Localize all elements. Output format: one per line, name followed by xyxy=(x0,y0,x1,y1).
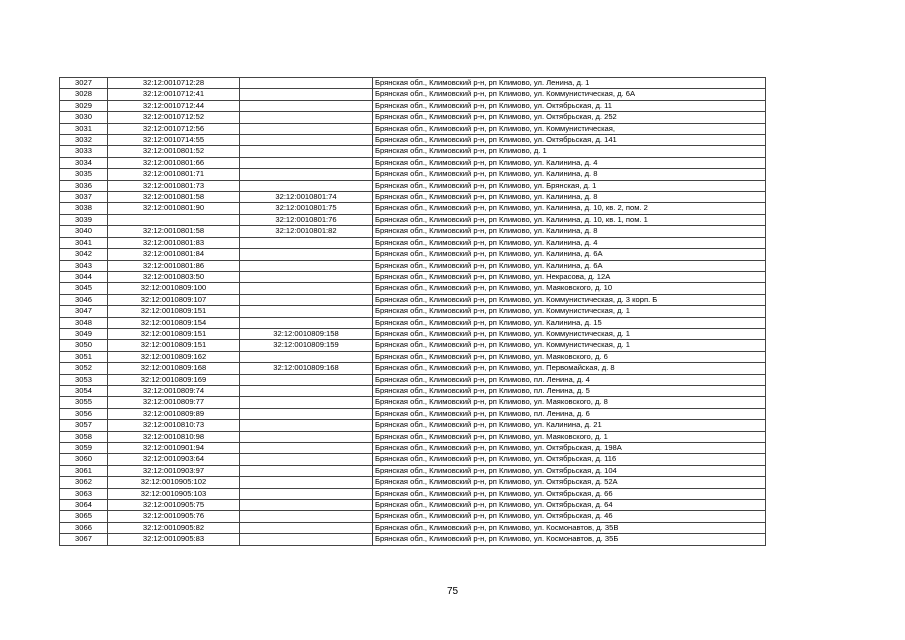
table-row xyxy=(60,511,766,522)
table-row xyxy=(60,89,766,100)
related-cadastral-number-cell xyxy=(240,500,373,511)
related-cadastral-number-cell xyxy=(240,89,373,100)
table-row xyxy=(60,328,766,339)
related-cadastral-number-cell xyxy=(240,123,373,134)
address-cell: Брянская обл., Климовский р-н, рп Климово, ул. Октябрьская, д. 141 xyxy=(373,135,766,146)
row-number-cell: 3027 xyxy=(60,78,108,89)
address-cell: Брянская обл., Климовский р-н, рп Климово, ул. Брянская, д. 1 xyxy=(373,180,766,191)
table-row xyxy=(60,420,766,431)
row-number-cell: 3038 xyxy=(60,203,108,214)
related-cadastral-number-cell xyxy=(240,260,373,271)
cadastral-number-cell: 32:12:0010712:56 xyxy=(108,123,240,134)
related-cadastral-number-cell: 32:12:0010809:168 xyxy=(240,363,373,374)
table-row xyxy=(60,112,766,123)
cadastral-number-cell: 32:12:0010803:50 xyxy=(108,271,240,282)
address-cell: Брянская обл., Климовский р-н, рп Климово, пл. Ленина, д. 5 xyxy=(373,385,766,396)
row-number-cell: 3051 xyxy=(60,351,108,362)
table-row xyxy=(60,534,766,545)
address-cell: Брянская обл., Климовский р-н, рп Климово, ул. Некрасова, д. 12А xyxy=(373,271,766,282)
cadastral-number-cell: 32:12:0010905:75 xyxy=(108,500,240,511)
table-row xyxy=(60,157,766,168)
related-cadastral-number-cell xyxy=(240,454,373,465)
address-cell: Брянская обл., Климовский р-н, рп Климово, ул. Октябрьская, д. 11 xyxy=(373,100,766,111)
cadastral-number-cell: 32:12:0010801:73 xyxy=(108,180,240,191)
related-cadastral-number-cell xyxy=(240,522,373,533)
address-cell: Брянская обл., Климовский р-н, рп Климово, ул. Калинина, д. 10, кв. 1, пом. 1 xyxy=(373,214,766,225)
related-cadastral-number-cell xyxy=(240,146,373,157)
cadastral-number-cell: 32:12:0010905:82 xyxy=(108,522,240,533)
address-cell: Брянская обл., Климовский р-н, рп Климово, ул. Калинина, д. 21 xyxy=(373,420,766,431)
row-number-cell: 3056 xyxy=(60,408,108,419)
table-row xyxy=(60,397,766,408)
related-cadastral-number-cell xyxy=(240,112,373,123)
table-row xyxy=(60,408,766,419)
address-cell: Брянская обл., Климовский р-н, рп Климово, ул. Космонавтов, д. 35В xyxy=(373,522,766,533)
address-cell: Брянская обл., Климовский р-н, рп Климово, ул. Калинина, д. 8 xyxy=(373,226,766,237)
row-number-cell: 3066 xyxy=(60,522,108,533)
address-cell: Брянская обл., Климовский р-н, рп Климово, ул. Ленина, д. 1 xyxy=(373,78,766,89)
cadastral-number-cell: 32:12:0010801:66 xyxy=(108,157,240,168)
related-cadastral-number-cell xyxy=(240,180,373,191)
address-cell: Брянская обл., Климовский р-н, рп Климово, ул. Калинина, д. 8 xyxy=(373,192,766,203)
row-number-cell: 3047 xyxy=(60,306,108,317)
page-number: 75 xyxy=(446,586,459,597)
related-cadastral-number-cell xyxy=(240,534,373,545)
address-cell: Брянская обл., Климовский р-н, рп Климово, ул. Коммунистическая, д. 3 корп. Б xyxy=(373,294,766,305)
address-cell: Брянская обл., Климовский р-н, рп Климово, ул. Калинина, д. 8 xyxy=(373,169,766,180)
related-cadastral-number-cell xyxy=(240,443,373,454)
address-cell: Брянская обл., Климовский р-н, рп Климово, ул. Октябрьская, д. 198А xyxy=(373,443,766,454)
address-cell: Брянская обл., Климовский р-н, рп Климово, ул. Космонавтов, д. 35Б xyxy=(373,534,766,545)
row-number-cell: 3030 xyxy=(60,112,108,123)
row-number-cell: 3042 xyxy=(60,249,108,260)
table-row xyxy=(60,454,766,465)
related-cadastral-number-cell xyxy=(240,511,373,522)
cadastral-number-cell: 32:12:0010809:154 xyxy=(108,317,240,328)
address-cell: Брянская обл., Климовский р-н, рп Климово, ул. Коммунистическая, д. 1 xyxy=(373,306,766,317)
table-row xyxy=(60,294,766,305)
row-number-cell: 3049 xyxy=(60,328,108,339)
address-cell: Брянская обл., Климовский р-н, рп Климово, пл. Ленина, д. 6 xyxy=(373,408,766,419)
table-row xyxy=(60,374,766,385)
address-cell: Брянская обл., Климовский р-н, рп Климово, ул. Коммунистическая, д. 1 xyxy=(373,340,766,351)
address-cell: Брянская обл., Климовский р-н, рп Климово, ул. Коммунистическая, д. 6А xyxy=(373,89,766,100)
related-cadastral-number-cell xyxy=(240,271,373,282)
table-row xyxy=(60,477,766,488)
cadastral-number-cell: 32:12:0010801:71 xyxy=(108,169,240,180)
cadastral-number-cell: 32:12:0010809:151 xyxy=(108,306,240,317)
row-number-cell: 3054 xyxy=(60,385,108,396)
cadastral-number-cell: 32:12:0010905:103 xyxy=(108,488,240,499)
address-cell: Брянская обл., Климовский р-н, рп Климово, ул. Октябрьская, д. 46 xyxy=(373,511,766,522)
cadastral-number-cell: 32:12:0010801:83 xyxy=(108,237,240,248)
related-cadastral-number-cell xyxy=(240,249,373,260)
table-row xyxy=(60,249,766,260)
table-row xyxy=(60,237,766,248)
address-cell: Брянская обл., Климовский р-н, рп Климово, ул. Калинина, д. 6А xyxy=(373,249,766,260)
address-cell: Брянская обл., Климовский р-н, рп Климово, ул. Калинина, д. 4 xyxy=(373,157,766,168)
related-cadastral-number-cell: 32:12:0010801:74 xyxy=(240,192,373,203)
table-row xyxy=(60,203,766,214)
address-cell: Брянская обл., Климовский р-н, рп Климово, ул. Маяковского, д. 6 xyxy=(373,351,766,362)
cadastral-number-cell xyxy=(108,214,240,225)
related-cadastral-number-cell xyxy=(240,408,373,419)
cadastral-number-cell: 32:12:0010809:168 xyxy=(108,363,240,374)
table-row xyxy=(60,340,766,351)
cadastral-number-cell: 32:12:0010810:98 xyxy=(108,431,240,442)
table-row xyxy=(60,363,766,374)
related-cadastral-number-cell xyxy=(240,374,373,385)
table-row xyxy=(60,100,766,111)
cadastral-number-cell: 32:12:0010905:76 xyxy=(108,511,240,522)
address-cell: Брянская обл., Климовский р-н, рп Климово, ул. Калинина, д. 10, кв. 2, пом. 2 xyxy=(373,203,766,214)
row-number-cell: 3052 xyxy=(60,363,108,374)
row-number-cell: 3064 xyxy=(60,500,108,511)
row-number-cell: 3037 xyxy=(60,192,108,203)
related-cadastral-number-cell xyxy=(240,385,373,396)
address-cell: Брянская обл., Климовский р-н, рп Климово, ул. Октябрьская, д. 52А xyxy=(373,477,766,488)
cadastral-number-cell: 32:12:0010905:102 xyxy=(108,477,240,488)
address-cell: Брянская обл., Климовский р-н, рп Климово, ул. Октябрьская, д. 116 xyxy=(373,454,766,465)
table-row xyxy=(60,317,766,328)
related-cadastral-number-cell xyxy=(240,237,373,248)
cadastral-number-cell: 32:12:0010903:97 xyxy=(108,465,240,476)
table-row xyxy=(60,465,766,476)
table-row xyxy=(60,169,766,180)
table-row xyxy=(60,180,766,191)
address-cell: Брянская обл., Климовский р-н, рп Климово, ул. Калинина, д. 15 xyxy=(373,317,766,328)
cadastral-number-cell: 32:12:0010801:58 xyxy=(108,192,240,203)
table-row xyxy=(60,443,766,454)
related-cadastral-number-cell xyxy=(240,157,373,168)
table-row xyxy=(60,226,766,237)
related-cadastral-number-cell xyxy=(240,397,373,408)
row-number-cell: 3055 xyxy=(60,397,108,408)
table-row xyxy=(60,385,766,396)
address-cell: Брянская обл., Климовский р-н, рп Климово, ул. Калинина, д. 6А xyxy=(373,260,766,271)
cadastral-number-cell: 32:12:0010809:89 xyxy=(108,408,240,419)
related-cadastral-number-cell xyxy=(240,294,373,305)
related-cadastral-number-cell xyxy=(240,306,373,317)
row-number-cell: 3061 xyxy=(60,465,108,476)
address-cell: Брянская обл., Климовский р-н, рп Климово, ул. Октябрьская, д. 252 xyxy=(373,112,766,123)
cadastral-number-cell: 32:12:0010801:52 xyxy=(108,146,240,157)
cadastral-number-cell: 32:12:0010714:55 xyxy=(108,135,240,146)
row-number-cell: 3039 xyxy=(60,214,108,225)
row-number-cell: 3032 xyxy=(60,135,108,146)
address-cell: Брянская обл., Климовский р-н, рп Климово, пл. Ленина, д. 4 xyxy=(373,374,766,385)
row-number-cell: 3050 xyxy=(60,340,108,351)
cadastral-number-cell: 32:12:0010712:41 xyxy=(108,89,240,100)
row-number-cell: 3031 xyxy=(60,123,108,134)
table-row xyxy=(60,192,766,203)
related-cadastral-number-cell xyxy=(240,169,373,180)
cadastral-number-cell: 32:12:0010712:28 xyxy=(108,78,240,89)
row-number-cell: 3062 xyxy=(60,477,108,488)
table-body xyxy=(60,78,766,546)
table-row xyxy=(60,135,766,146)
related-cadastral-number-cell xyxy=(240,465,373,476)
cadastral-number-cell: 32:12:0010712:44 xyxy=(108,100,240,111)
row-number-cell: 3034 xyxy=(60,157,108,168)
row-number-cell: 3048 xyxy=(60,317,108,328)
cadastral-number-cell: 32:12:0010801:84 xyxy=(108,249,240,260)
row-number-cell: 3060 xyxy=(60,454,108,465)
row-number-cell: 3063 xyxy=(60,488,108,499)
related-cadastral-number-cell xyxy=(240,431,373,442)
table-row xyxy=(60,488,766,499)
cadastral-number-cell: 32:12:0010809:100 xyxy=(108,283,240,294)
table-row xyxy=(60,283,766,294)
table-row xyxy=(60,260,766,271)
row-number-cell: 3046 xyxy=(60,294,108,305)
row-number-cell: 3041 xyxy=(60,237,108,248)
cadastral-number-cell: 32:12:0010801:90 xyxy=(108,203,240,214)
table-row xyxy=(60,306,766,317)
cadastral-number-cell: 32:12:0010809:107 xyxy=(108,294,240,305)
table-row xyxy=(60,271,766,282)
address-cell: Брянская обл., Климовский р-н, рп Климово, ул. Октябрьская, д. 104 xyxy=(373,465,766,476)
related-cadastral-number-cell xyxy=(240,283,373,294)
row-number-cell: 3059 xyxy=(60,443,108,454)
cadastral-number-cell: 32:12:0010809:74 xyxy=(108,385,240,396)
table-row xyxy=(60,146,766,157)
property-table-container xyxy=(59,77,766,546)
cadastral-number-cell: 32:12:0010901:94 xyxy=(108,443,240,454)
cadastral-number-cell: 32:12:0010903:64 xyxy=(108,454,240,465)
cadastral-number-cell: 32:12:0010809:151 xyxy=(108,340,240,351)
address-cell: Брянская обл., Климовский р-н, рп Климово, ул. Первомайская, д. 8 xyxy=(373,363,766,374)
table-row xyxy=(60,78,766,89)
cadastral-number-cell: 32:12:0010801:58 xyxy=(108,226,240,237)
address-cell: Брянская обл., Климовский р-н, рп Климово, ул. Октябрьская, д. 66 xyxy=(373,488,766,499)
address-cell: Брянская обл., Климовский р-н, рп Климово, ул. Маяковского, д. 10 xyxy=(373,283,766,294)
address-cell: Брянская обл., Климовский р-н, рп Климово, д. 1 xyxy=(373,146,766,157)
row-number-cell: 3036 xyxy=(60,180,108,191)
cadastral-number-cell: 32:12:0010905:83 xyxy=(108,534,240,545)
cadastral-number-cell: 32:12:0010809:162 xyxy=(108,351,240,362)
row-number-cell: 3065 xyxy=(60,511,108,522)
related-cadastral-number-cell xyxy=(240,488,373,499)
row-number-cell: 3033 xyxy=(60,146,108,157)
property-table xyxy=(59,77,766,546)
table-row xyxy=(60,123,766,134)
table-row xyxy=(60,351,766,362)
cadastral-number-cell: 32:12:0010809:169 xyxy=(108,374,240,385)
row-number-cell: 3045 xyxy=(60,283,108,294)
related-cadastral-number-cell xyxy=(240,317,373,328)
related-cadastral-number-cell: 32:12:0010801:76 xyxy=(240,214,373,225)
cadastral-number-cell: 32:12:0010809:77 xyxy=(108,397,240,408)
related-cadastral-number-cell: 32:12:0010801:82 xyxy=(240,226,373,237)
related-cadastral-number-cell xyxy=(240,477,373,488)
address-cell: Брянская обл., Климовский р-н, рп Климово, ул. Октябрьская, д. 64 xyxy=(373,500,766,511)
related-cadastral-number-cell: 32:12:0010809:159 xyxy=(240,340,373,351)
related-cadastral-number-cell xyxy=(240,135,373,146)
related-cadastral-number-cell xyxy=(240,100,373,111)
row-number-cell: 3043 xyxy=(60,260,108,271)
related-cadastral-number-cell xyxy=(240,351,373,362)
cadastral-number-cell: 32:12:0010801:86 xyxy=(108,260,240,271)
address-cell: Брянская обл., Климовский р-н, рп Климово, ул. Маяковского, д. 8 xyxy=(373,397,766,408)
row-number-cell: 3040 xyxy=(60,226,108,237)
row-number-cell: 3029 xyxy=(60,100,108,111)
row-number-cell: 3057 xyxy=(60,420,108,431)
row-number-cell: 3067 xyxy=(60,534,108,545)
address-cell: Брянская обл., Климовский р-н, рп Климово, ул. Коммунистическая, д. 1 xyxy=(373,328,766,339)
address-cell: Брянская обл., Климовский р-н, рп Климово, ул. Калинина, д. 4 xyxy=(373,237,766,248)
address-cell: Брянская обл., Климовский р-н, рп Климово, ул. Маяковского, д. 1 xyxy=(373,431,766,442)
row-number-cell: 3044 xyxy=(60,271,108,282)
related-cadastral-number-cell: 32:12:0010801:75 xyxy=(240,203,373,214)
table-row xyxy=(60,500,766,511)
cadastral-number-cell: 32:12:0010810:73 xyxy=(108,420,240,431)
cadastral-number-cell: 32:12:0010712:52 xyxy=(108,112,240,123)
related-cadastral-number-cell xyxy=(240,78,373,89)
address-cell: Брянская обл., Климовский р-н, рп Климово, ул. Коммунистическая, xyxy=(373,123,766,134)
table-row xyxy=(60,522,766,533)
cadastral-number-cell: 32:12:0010809:151 xyxy=(108,328,240,339)
row-number-cell: 3035 xyxy=(60,169,108,180)
row-number-cell: 3053 xyxy=(60,374,108,385)
row-number-cell: 3028 xyxy=(60,89,108,100)
table-row xyxy=(60,431,766,442)
related-cadastral-number-cell xyxy=(240,420,373,431)
row-number-cell: 3058 xyxy=(60,431,108,442)
table-row xyxy=(60,214,766,225)
related-cadastral-number-cell: 32:12:0010809:158 xyxy=(240,328,373,339)
